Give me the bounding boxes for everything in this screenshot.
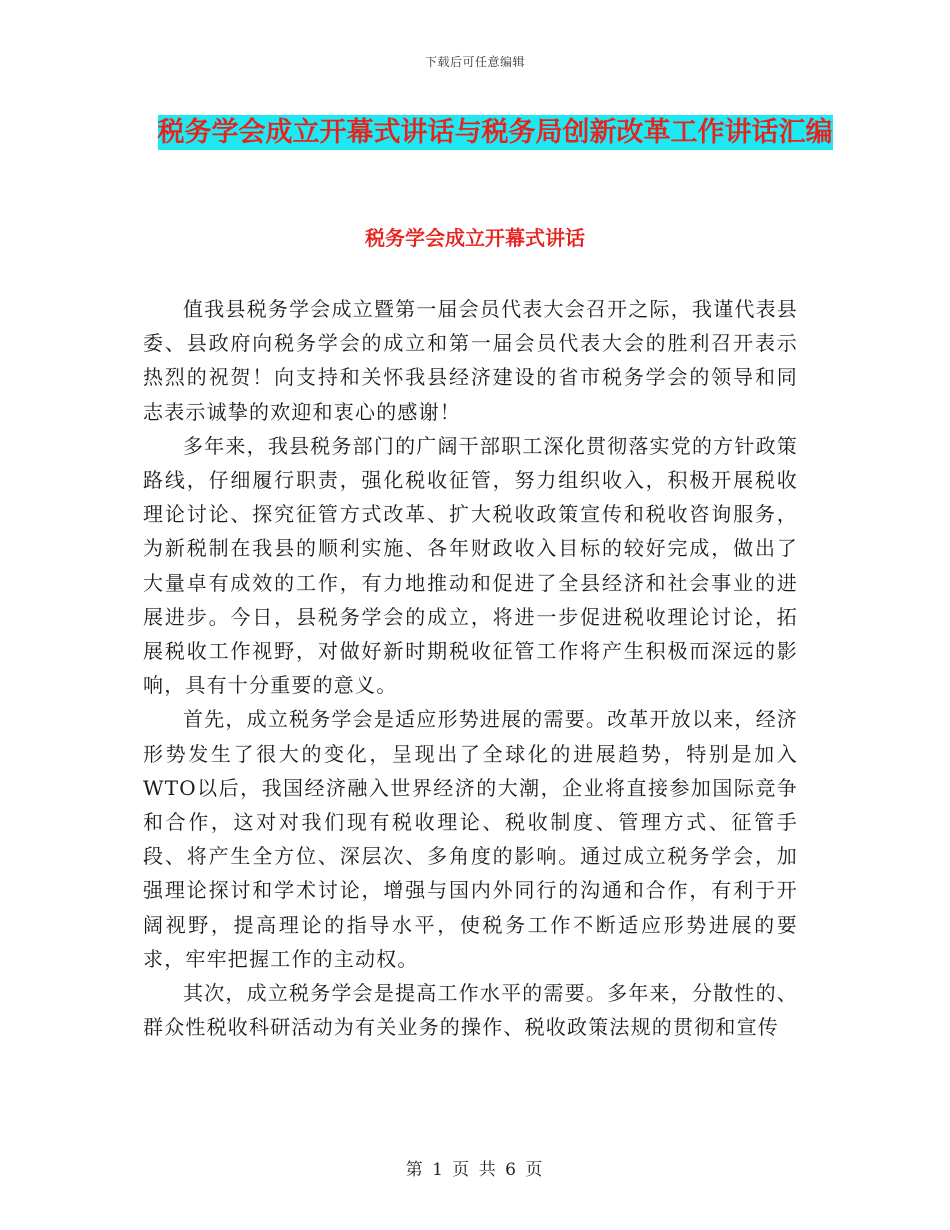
header-note: 下载后可任意编辑 bbox=[424, 55, 525, 69]
section-title: 税务学会成立开幕式讲话 bbox=[365, 226, 585, 250]
paragraph: 值我县税务学会成立暨第一届会员代表大会召开之际，我谨代表县委、县政府向税务学会的成立和第一届会员代表大会的胜利召开表示热烈的祝贺！向支持和关怀我县经济建设的省市税务学会的领导和同志表示诚挚的欢迎和衷心的感谢！ bbox=[143, 297, 798, 424]
paragraph: 多年来，我县税务部门的广阔干部职工深化贯彻落实党的方针政策路线，仔细履行职责，强化税收征管，努力组织收入，积极开展税收理论讨论、探究征管方式改革、扩大税收政策宣传和税收咨询服务，为新税制在我县的顺利实施、各年财政收入目标的较好完成，做出了大量卓有成效的工作，有力地推动和促进了全县经济和社会事业的进展进步。今日，县税务学会的成立，将进一步促进税收理论讨论，拓展税收工作视野，对做好新时期税收征管工作将产生积极而深远的影响，具有十分重要的意义。 bbox=[143, 433, 798, 698]
document-body bbox=[143, 292, 798, 1044]
page-number: 第 1 页 共 6 页 bbox=[405, 1160, 545, 1180]
document-title bbox=[120, 110, 870, 155]
paragraph: 其次，成立税务学会是提高工作水平的需要。多年来，分散性的、群众性税收科研活动为有关业务的操作、税收政策法规的贯彻和宣传 bbox=[143, 981, 798, 1040]
document-title-text: 税务学会成立开幕式讲话与税务局创新改革工作讲话汇编 bbox=[157, 117, 833, 148]
paragraph: 首先，成立税务学会是适应形势进展的需要。改革开放以来，经济形势发生了很大的变化，呈现出了全球化的进展趋势，特别是加入WTO以后，我国经济融入世界经济的大潮，企业将直接参加国际竞争和合作，这对对我们现有税收理论、税收制度、管理方式、征管手段、将产生全方位、深层次、多角度的影响。通过成立税务学会，加强理论探讨和学术讨论，增强与国内外同行的沟通和合作，有利于开阔视野，提高理论的指导水平，使税务工作不断适应形势进展的要求，牢牢把握工作的主动权。 bbox=[143, 707, 798, 971]
